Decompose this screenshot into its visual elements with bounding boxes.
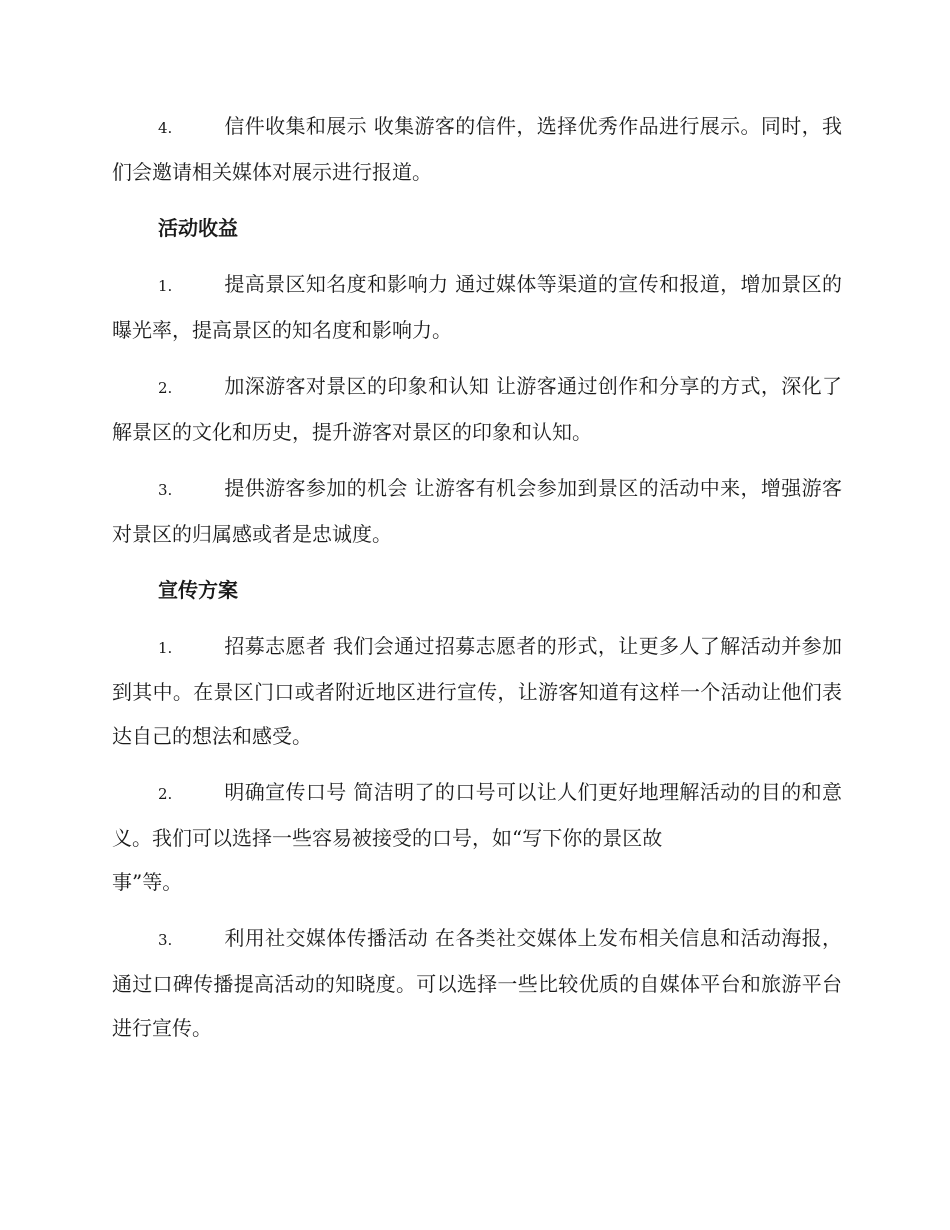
list-item xyxy=(112,916,842,1050)
list-number: 3. xyxy=(158,931,173,949)
list-text: 招募志愿者 我们会通过招募志愿者的形式，让更多人了解活动并参加到其中。在景区门口或者附近地区进行宣传，让游客知道有这样一个活动让他们表达自己的想法和感受。 xyxy=(112,634,842,748)
list-item xyxy=(112,466,842,556)
list-item xyxy=(112,364,842,454)
list-number: 1. xyxy=(158,639,173,657)
list-item xyxy=(112,104,842,194)
list-number: 1. xyxy=(158,277,173,295)
list-text-continued: 事”等。 xyxy=(112,870,183,894)
list-text: 提高景区知名度和影响力 通过媒体等渠道的宣传和报道，增加景区的曝光率，提高景区的知名度和影响力。 xyxy=(112,272,842,342)
list-text: 加深游客对景区的印象和认知 让游客通过创作和分享的方式，深化了解景区的文化和历史，提升游客对景区的印象和认知。 xyxy=(112,374,842,444)
list-text: 明确宣传口号 简洁明了的口号可以让人们更好地理解活动的目的和意义。我们可以选择一些容易被接受的口号，如“写下你的景区故 xyxy=(112,780,842,850)
list-number: 3. xyxy=(158,481,173,499)
list-text: 信件收集和展示 收集游客的信件，选择优秀作品进行展示。同时，我们会邀请相关媒体对展示进行报道。 xyxy=(112,114,842,184)
list-text: 利用社交媒体传播活动 在各类社交媒体上发布相关信息和活动海报，通过口碑传播提高活动的知晓度。可以选择一些比较优质的自媒体平台和旅游平台进行宣传。 xyxy=(112,926,842,1040)
list-item xyxy=(112,770,842,904)
list-item xyxy=(112,624,842,758)
document-page xyxy=(112,104,842,1062)
list-text: 提供游客参加的机会 让游客有机会参加到景区的活动中来，增强游客对景区的归属感或者是忠诚度。 xyxy=(112,476,842,546)
list-item xyxy=(112,262,842,352)
section-heading-benefits: 活动收益 xyxy=(158,216,238,240)
list-number: 4. xyxy=(158,119,173,137)
list-number: 2. xyxy=(158,785,173,803)
list-number: 2. xyxy=(158,379,173,397)
section-heading-promotion: 宣传方案 xyxy=(158,578,238,602)
